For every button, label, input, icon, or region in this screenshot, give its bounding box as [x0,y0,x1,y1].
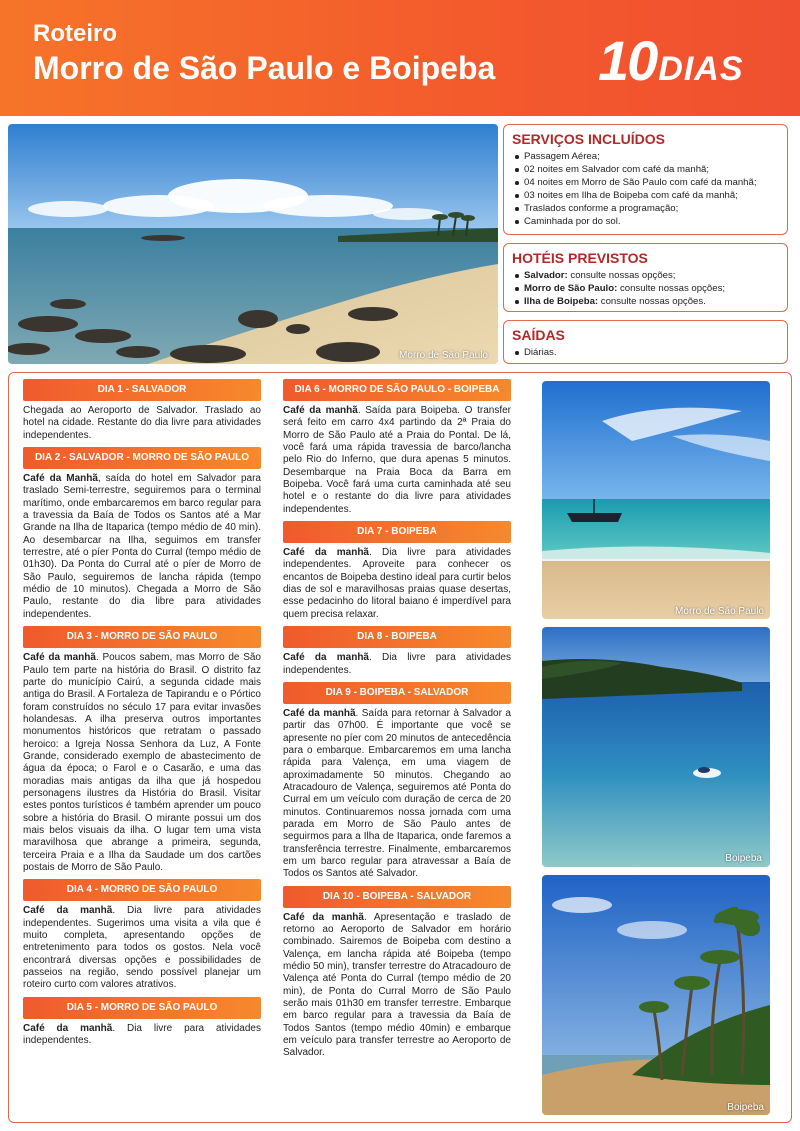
day-2-text: Café da Manhã, saída do hotel em Salvador para traslado Semi-terrestre, seguiremos para o terminal marítimo, onde embarcaremos em barco regular para a travessia da Baía de Todos os Santos até a Mar Grande na Ilha de Itaparica (tempo médio de 40 min). Ao desembarcar na Ilha, seguimos em transfer terrestre, até o píer Ponta do Curral (tempo médio de 01h30). Da Ponta do Curral até o píer de Morro de São Paulo, seguiremos de lancha rápida (tempo médio de 10 minutos). Chegada a Morro de São Paulo, restante do dia libre para atividades independentes. [23,473,261,620]
hotel-place: Morro de São Paulo: [524,283,618,294]
list-item [512,295,779,308]
hotels-box [503,243,788,312]
services-title: SERVIÇOS INCLUÍDOS [512,131,665,147]
island-boat-image [542,627,770,867]
departures-title: SAÍDAS [512,327,565,343]
departures-list [512,346,779,359]
hotel-place: Salvador: [524,270,568,281]
hotel-note: consulte nossas opções. [598,296,706,307]
services-box [503,124,788,235]
list-item: Passagem Aérea; [512,150,779,163]
beach-rocks-image [8,124,498,364]
list-item: 04 noites em Morro de São Paulo com café da manhã; [512,176,779,189]
hero-caption: Morro de São Paulo [399,350,488,361]
day-7-header: DIA 7 - BOIPEBA [283,521,511,543]
list-item: Diárias. [512,346,779,359]
hotel-note: consulte nossas opções; [567,270,676,281]
palm-trees-image [542,875,770,1115]
day-1-text: Chegada ao Aeroporto de Salvador. Traslado ao hotel na cidade. Restante do dia livre para atividades independentes. [23,405,261,441]
photo-caption: Boipeba [727,1102,764,1113]
header-banner [0,0,800,116]
day-6-text: Café da manhã. Saída para Boipeba. O transfer será feito em carro 4x4 partindo da 2ª Praia do Morro de São Paulo até a Praia do Pontal. De lá, você fará uma rápida travessia de barco/lancha pelo Rio do Inferno, que dura apenas 5 minutos. Desembarque na Praia Boca da Barra em Boipeba. Você fará uma curta caminhada até seu hotel e o restante do dia livre para atividades independentes. [283,405,511,515]
hotels-title: HOTÉIS PREVISTOS [512,250,648,266]
list-item: Caminhada por do sol. [512,215,779,228]
day-1-header: DIA 1 - SALVADOR [23,379,261,401]
departures-box [503,320,788,364]
photo-boat-beach [542,381,770,619]
duration-badge [598,28,744,93]
list-item: Traslados conforme a programação; [512,202,779,215]
day-5-header: DIA 5 - MORRO DE SÃO PAULO [23,997,261,1019]
day-7-text: Café da manhã. Dia livre para atividades independentes. Aproveite para conhecer os encantos de Boipeba destino ideal para curtir belos dias de sol e maravilhosas praias quase desertas, esse pedacinho do litoral baiano é imperdível para quem precisa relaxar. [283,547,511,620]
list-item [512,269,779,282]
day-4-text: Café da manhã. Dia livre para atividades independentes. Sugerimos uma visita a vila que é muito completa, apresentando opções de entretenimento para todos os gostos. Nela você encontrará diversas opções e possibilidades de passeios na região, sendo possível planejar um roteiro curto com valores atrativos. [23,905,261,991]
page-subtitle: Roteiro [33,20,117,47]
photo-caption: Morro de São Paulo [675,606,764,617]
day-5-text: Café da manhã. Dia livre para atividades independentes. [23,1022,261,1047]
day-8-header: DIA 8 - BOIPEBA [283,626,511,648]
duration-number: 10 [598,29,657,92]
day-10-header: DIA 10 - BOIPEBA - SALVADOR [283,886,511,908]
day-9-text: Café da manhã. Saída para retornar à Salvador a partir das 07h00. É importante que você se apresente no píer com 20 minutos de antecedência para o embarque. Embarcaremos em uma lancha rápida para Valença, em uma viagem de aproximadamente 50 minutos. Chegando ao Atracadouro de Valença, seguiremos até Ponta do Curral em um veículo com duração de cerca de 20 minutos. Continuaremos nossa jornada com uma parada em Morro de São Paulo antes de seguirmos para a Ilha de Itaparica, onde faremos a transferência terrestre. Finalmente, embarcaremos em um barco regular para atravessar a Baía de Todos os Santos até Salvador. [283,707,511,880]
itinerary-column-left [23,379,261,1047]
day-3-header: DIA 3 - MORRO DE SÃO PAULO [23,626,261,648]
day-6-header: DIA 6 - MORRO DE SÃO PAULO - BOIPEBA [283,379,511,401]
itinerary-column-middle [283,379,511,1060]
hotels-list [512,269,779,308]
itinerary-panel [8,372,792,1123]
list-item: 03 noites em Ilha de Boipeba com café da manhã; [512,189,779,202]
page-title: Morro de São Paulo e Boipeba [33,50,496,86]
photo-island-boat [542,627,770,867]
day-10-text: Café da manhã. Apresentação e traslado de retorno ao Aeroporto de Salvador em horário combinado. Sairemos de Boipeba com destino a Valença, em lancha rápida até Boipeba (tempo médio 50 min), transfer terrestre do Atracadouro de Valença até Ponta do Curral (tempo médio de 20 min), de Ponta do Curral Morro de São Paulo serão mais 01h30 em transfer terrestre. Embarque em barco regular para a travessia da Baía de Todos Santos (tempo médio 40min) e embarque em veículo para transfer terrestre ao Aeroporto de Salvador. [283,911,511,1059]
photo-caption: Boipeba [725,853,762,864]
hero-photo [8,124,498,364]
list-item [512,282,779,295]
day-9-header: DIA 9 - BOIPEBA - SALVADOR [283,682,511,704]
hotel-note: consulte nossas opções; [617,283,726,294]
services-list [512,150,779,228]
hotel-place: Ilha de Boipeba: [524,296,599,307]
photo-palm-trees [542,875,770,1115]
boat-beach-image [542,381,770,619]
day-3-text: Café da manhã. Poucos sabem, mas Morro de São Paulo tem parte na história do Brasil. O distrito faz parte do município Cairú, a segunda cidade mais antiga do Brasil. A Fortaleza de Tapirandu e o Pórtico foram construídos no século 17 para evitar invasões holandesas. A ilha preserva outros importantes monumentos históricos que retratam o passado heroico: a Igreja Nossa Senhora da Luz, A Fonte Grande, considerado exemplo de abastecimento de água da época; o Farol e o Casarão, e uma das moradias mais antigas da ilha que já hospedou personagens ilustres da História do Brasil. Visitar estes pontos turísticos é também aprender um pouco sobre a história do Brasil. O mirante possui um dos mais belos visuais da ilha. O lugar tem uma vista maravilhosa que abrange a primeira, segunda, terceira Praia e a Ilha da Saudade um dos cartões postais de Morro de São Paulo. [23,652,261,873]
list-item: 02 noites em Salvador com café da manhã; [512,163,779,176]
day-8-text: Café da manhã. Dia livre para atividades independentes. [283,652,511,676]
duration-word: DIAS [658,50,744,88]
day-2-header: DIA 2 - SALVADOR - MORRO DE SÃO PAULO [23,447,261,469]
day-4-header: DIA 4 - MORRO DE SÃO PAULO [23,879,261,901]
